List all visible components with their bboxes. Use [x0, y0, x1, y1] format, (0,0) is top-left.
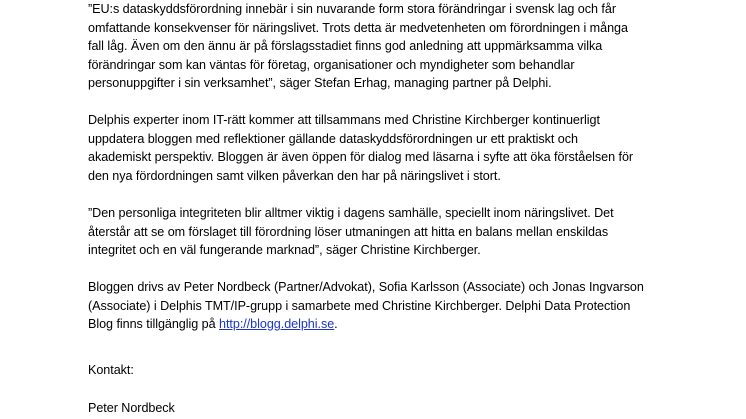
- paragraph-line: ”EU:s dataskyddsförordning innebär i sin nuvarande form stora förändringar i svensk lag och får: [88, 2, 616, 16]
- quote-paragraph-christine-kirchberger: [88, 204, 614, 260]
- experts-paragraph: [88, 111, 633, 185]
- paragraph-line: personuppgifter i sin verksamhet”, säger Stefan Erhag, managing partner på Delphi.: [88, 76, 552, 91]
- paragraph-line: fall låg. Även om den ännu är på förslagsstadiet finns god anledning att uppmärksamma vilka: [88, 39, 603, 54]
- contact-label: Kontakt:: [88, 363, 134, 377]
- paragraph-line: omfattande konsekvenser för näringslivet. Trots detta är medvetenheten om förordningen i många: [88, 20, 628, 35]
- paragraph-line: uppdatera bloggen med reflektioner gällande dataskyddsförordningen ur ett praktiskt och: [88, 131, 578, 146]
- paragraph-line: akademiskt perspektiv. Bloggen är även öppen för dialog med läsarna i syfte att öka förståelsen för: [88, 150, 634, 165]
- paragraph-line: Delphis experter inom IT-rätt kommer att tillsammans med Christine Kirchberger kontinuerligt: [88, 113, 600, 127]
- quote-paragraph-stefan-erhag: [88, 0, 628, 93]
- paragraph-line: ”Den personliga integriteten blir alltmer viktig i dagens samhälle, speciellt inom näringslivet. Det: [88, 206, 614, 220]
- blog-authors-paragraph: [88, 278, 644, 334]
- paragraph-line: integritet och en väl fungerande marknad”, säger Christine Kirchberger.: [88, 243, 481, 258]
- blog-availability-text: Blog finns tillgänglig på: [88, 317, 220, 332]
- paragraph-line: [88, 315, 644, 334]
- sentence-period: .: [334, 317, 338, 332]
- paragraph-line: den nya fördordningen samt vilken påverkan den har på näringslivet i stort.: [88, 168, 501, 183]
- paragraph-line: förändringar som kan väntas för företag, organisationer och myndigheter som behandlar: [88, 57, 575, 72]
- paragraph-line: Bloggen drivs av Peter Nordbeck (Partner/Advokat), Sofia Karlsson (Associate) och Jonas Ingvarson: [88, 280, 644, 294]
- paragraph-line: (Associate) i Delphis TMT/IP-grupp i samarbete med Christine Kirchberger. Delphi Data Protection: [88, 298, 631, 313]
- contact-name: Peter Nordbeck: [88, 401, 175, 415]
- paragraph-line: återstår att se om förslaget till förordning löser utmaningen att hitta en balans mellan enskildas: [88, 224, 609, 239]
- blog-link[interactable]: http://blogg.delphi.se: [219, 317, 335, 332]
